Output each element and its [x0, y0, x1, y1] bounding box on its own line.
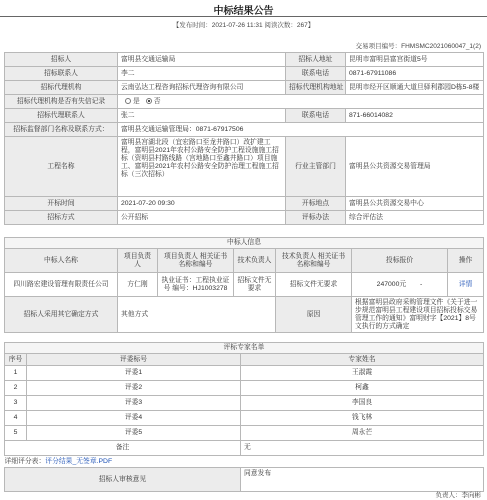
experts-table — [4, 342, 484, 492]
open-time-label: 开标时间 — [5, 197, 118, 211]
agent-phone-value: 871-66014082 — [346, 109, 484, 123]
reason-label: 原因 — [276, 297, 352, 333]
bad-record-options — [118, 95, 484, 109]
tenderer-value: 富明县交通运输局 — [118, 53, 286, 67]
experts-section-title: 评标专家名单 — [5, 343, 484, 354]
winner-price-value: 247000元 — [376, 280, 407, 288]
project-name-label: 工程名称 — [5, 137, 118, 197]
reason-value: 根据富明县政府采购管理文件《关于进一步规范富明县工程建设项目招标投标交易管理工作的通知》富明财字【2021】8号文执行的方式确定 — [352, 297, 484, 333]
open-time-value: 2021-07-20 09:30 — [118, 197, 286, 211]
agent-contact-label: 招标代理联系人 — [5, 109, 118, 123]
agent-contact-value: 张二 — [118, 109, 286, 123]
expert-no: 5 — [5, 426, 27, 441]
open-place-label: 开标地点 — [286, 197, 346, 211]
winner-pm-cert: 执业证书：工程执业证号 编号：HJ1003278 — [158, 273, 234, 297]
expert-row — [5, 396, 484, 411]
experts-header-name: 专家姓名 — [241, 354, 484, 366]
method-label: 招标方式 — [5, 211, 118, 225]
industry-value: 富明县公共资源交易管理局 — [346, 137, 484, 197]
project-name-value: 富明县宫湖北段（宜宏路口至龙井路口）改扩建工程，富明县2021年农村公路安全防护工程设施施工招标（资明县村路线路（宫地路口至鑫井路口）项目施工、富明县2021年农村公路安全防护治理工程施工招标（三次招标） — [118, 137, 286, 197]
radio-no-label: 否 — [153, 97, 161, 105]
winner-pm: 方仁刚 — [118, 273, 158, 297]
experts-header-no: 序号 — [5, 354, 27, 366]
agent-address-value: 昆明市经开区顺通大道旦驿利郡园D栋5-8楼 — [346, 81, 484, 95]
winner-tech: 招标文件无要求 — [234, 273, 276, 297]
winner-name: 四川路宏建设管理有限责任公司 — [5, 273, 118, 297]
expert-no: 3 — [5, 396, 27, 411]
remark-label: 备注 — [5, 441, 241, 456]
publish-meta: 【发布时间：2021-07-26 11:31 阅读次数：267】 — [172, 22, 315, 29]
expert-row — [5, 366, 484, 381]
eval-label: 评标办法 — [286, 211, 346, 225]
tenderer-address-value: 昆明市富明县富宫街道5号 — [346, 53, 484, 67]
expert-name: 周永芒 — [241, 426, 484, 441]
winner-header-tech-cert: 技术负责人 相关证书名称和编号 — [276, 249, 352, 273]
other-method-value: 其他方式 — [118, 297, 276, 333]
expert-code: 评委3 — [27, 396, 241, 411]
winner-detail-cell — [448, 273, 484, 297]
attachment-label: 详细评分表： — [4, 457, 46, 465]
attachment-row — [5, 456, 484, 468]
opinion-value: 同意发布 — [241, 468, 484, 492]
winner-header-price: 投标报价 — [352, 249, 448, 273]
winner-header-op: 操作 — [448, 249, 484, 273]
winner-header-pm-cert: 项目负责人 相关证书名称和编号 — [158, 249, 234, 273]
expert-no: 1 — [5, 366, 27, 381]
contact-value: 李二 — [118, 67, 286, 81]
signer: 负责人：李向彬 — [435, 492, 481, 499]
other-method-label: 招标人采用其它确定方式 — [5, 297, 118, 333]
winner-header-tech: 技术负责人 — [234, 249, 276, 273]
winner-price-op: - — [420, 280, 423, 288]
title-divider — [0, 16, 487, 17]
industry-label: 行业主管部门 — [286, 137, 346, 197]
tenderer-label: 招标人 — [5, 53, 118, 67]
agent-label: 招标代理机构 — [5, 81, 118, 95]
expert-code: 评委4 — [27, 411, 241, 426]
opinion-label: 招标人审核意见 — [5, 468, 241, 492]
agent-value: 云南弘达工程咨询招标代理咨询有限公司 — [118, 81, 286, 95]
expert-name: 李国良 — [241, 396, 484, 411]
method-value: 公开招标 — [118, 211, 286, 225]
eval-value: 综合评估法 — [346, 211, 484, 225]
phone-label: 联系电话 — [286, 67, 346, 81]
contact-label: 招标联系人 — [5, 67, 118, 81]
expert-name: 钱飞林 — [241, 411, 484, 426]
remark-value: 无 — [241, 441, 484, 456]
expert-code: 评委5 — [27, 426, 241, 441]
phone-value: 0871-67911086 — [346, 67, 484, 81]
radio-no-icon[interactable] — [146, 98, 152, 104]
expert-code: 评委2 — [27, 381, 241, 396]
supervisor-label: 招标监督部门名称及联系方式： — [5, 123, 118, 137]
expert-name: 王淑霞 — [241, 366, 484, 381]
radio-yes-label: 是 — [133, 97, 140, 105]
agent-address-label: 招标代理机构地址 — [286, 81, 346, 95]
expert-code: 评委1 — [27, 366, 241, 381]
winner-table — [4, 237, 484, 333]
expert-row — [5, 381, 484, 396]
winner-price — [352, 273, 448, 297]
expert-row — [5, 411, 484, 426]
expert-name: 柯鑫 — [241, 381, 484, 396]
experts-header-code: 评委标号 — [27, 354, 241, 366]
page-title: 中标结果公告 — [213, 6, 274, 17]
open-place-value: 富明县公共资源交易中心 — [346, 197, 484, 211]
tenderer-address-label: 招标人地址 — [286, 53, 346, 67]
winner-section-title: 中标人信息 — [5, 238, 484, 249]
expert-no: 4 — [5, 411, 27, 426]
expert-no: 2 — [5, 381, 27, 396]
winner-detail-link[interactable]: 详情 — [458, 280, 473, 288]
supervisor-value: 富明县交通运输管理局：0871-67917506 — [118, 123, 484, 137]
radio-yes-icon[interactable] — [125, 98, 131, 104]
bad-record-label: 招标代理机构是否有失信记录 — [5, 95, 118, 109]
winner-header-pm: 项目负责人 — [118, 249, 158, 273]
winner-header-name: 中标人名称 — [5, 249, 118, 273]
project-ref-number: 交易项目编号：FHMSMC2021060047_1(2) — [355, 43, 481, 50]
winner-tech-cert: 招标文件无要求 — [276, 273, 352, 297]
attachment-link[interactable]: 评分结果_无签章.PDF — [45, 457, 113, 465]
expert-row — [5, 426, 484, 441]
agent-phone-label: 联系电话 — [286, 109, 346, 123]
tender-info-table — [4, 52, 484, 225]
